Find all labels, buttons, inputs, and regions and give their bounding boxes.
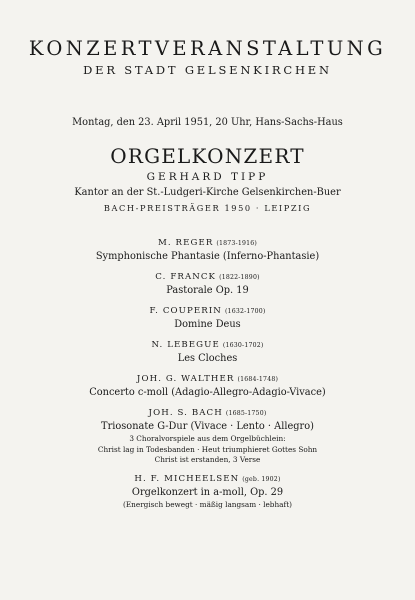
composer-line — [0, 305, 415, 318]
composer-name: JOH. G. WALTHER — [136, 374, 235, 384]
header-subtitle: DER STADT GELSENKIRCHEN — [83, 63, 332, 77]
composer-name: F. COUPERIN — [149, 306, 222, 316]
performer-role: Kantor an der St.-Ludgeri-Kirche Gelsenkirchen-Buer — [74, 187, 341, 198]
work-note: Christ ist erstanden, 3 Verse — [154, 455, 261, 464]
program-item — [0, 237, 415, 264]
work-title: Symphonische Phantasie (Inferno-Phantasie) — [95, 251, 320, 262]
composer-name: C. FRANCK — [155, 272, 217, 282]
work-title: Pastorale Op. 19 — [166, 285, 249, 296]
composer-dates: (1632-1700) — [224, 308, 266, 315]
composer-line — [0, 339, 415, 352]
event-dateline: Montag, den 23. April 1951, 20 Uhr, Hans-Sachs-Haus — [72, 117, 343, 128]
work-note: (Energisch bewegt · mäßig langsam · lebhaft) — [123, 499, 292, 509]
work-title: Les Cloches — [177, 353, 238, 364]
program-item — [0, 407, 415, 466]
composer-name: N. LEBEGUE — [151, 340, 220, 350]
work-title: Domine Deus — [174, 319, 241, 330]
performer-name: GERHARD TIPP — [146, 171, 269, 183]
composer-name: M. REGER — [157, 238, 214, 248]
program-item — [0, 271, 415, 298]
composer-dates: (1684-1748) — [237, 376, 279, 383]
program-item — [0, 473, 415, 511]
composer-dates: (1630-1702) — [222, 342, 264, 349]
composer-name: JOH. S. BACH — [148, 408, 223, 418]
composer-line — [0, 271, 415, 284]
event-title: ORGELKONZERT — [110, 144, 305, 168]
composer-dates: (geb. 1902) — [242, 475, 281, 483]
work-title: Concerto c-moll (Adagio-Allegro-Adagio-Vivace) — [89, 387, 326, 398]
composer-line — [0, 373, 415, 386]
program-item — [0, 373, 415, 400]
composer-line — [0, 407, 415, 420]
composer-dates: (1873-1916) — [216, 240, 258, 247]
composer-line — [0, 237, 415, 250]
program-item — [0, 339, 415, 366]
work-title: Orgelkonzert in a-moll, Op. 29 — [131, 486, 284, 498]
composer-name: H. F. MICHEELSEN — [134, 473, 240, 484]
program-list — [0, 237, 415, 510]
composer-dates: (1685-1750) — [225, 410, 267, 417]
header-title: KONZERTVERANSTALTUNG — [28, 37, 387, 60]
performer-award: BACH-PREISTRÄGER 1950 · LEIPZIG — [103, 203, 312, 213]
composer-dates: (1822-1890) — [219, 274, 260, 281]
composer-line — [0, 473, 415, 486]
program-item — [0, 305, 415, 332]
work-title: Triosonate G-Dur (Vivace · Lento · Allegro) — [101, 421, 314, 432]
work-note: Christ lag in Todesbanden · Heut triumphieret Gottes Sohn — [97, 444, 318, 454]
work-note: 3 Choralvorspiele aus dem Orgelbüchlein: — [129, 434, 286, 443]
